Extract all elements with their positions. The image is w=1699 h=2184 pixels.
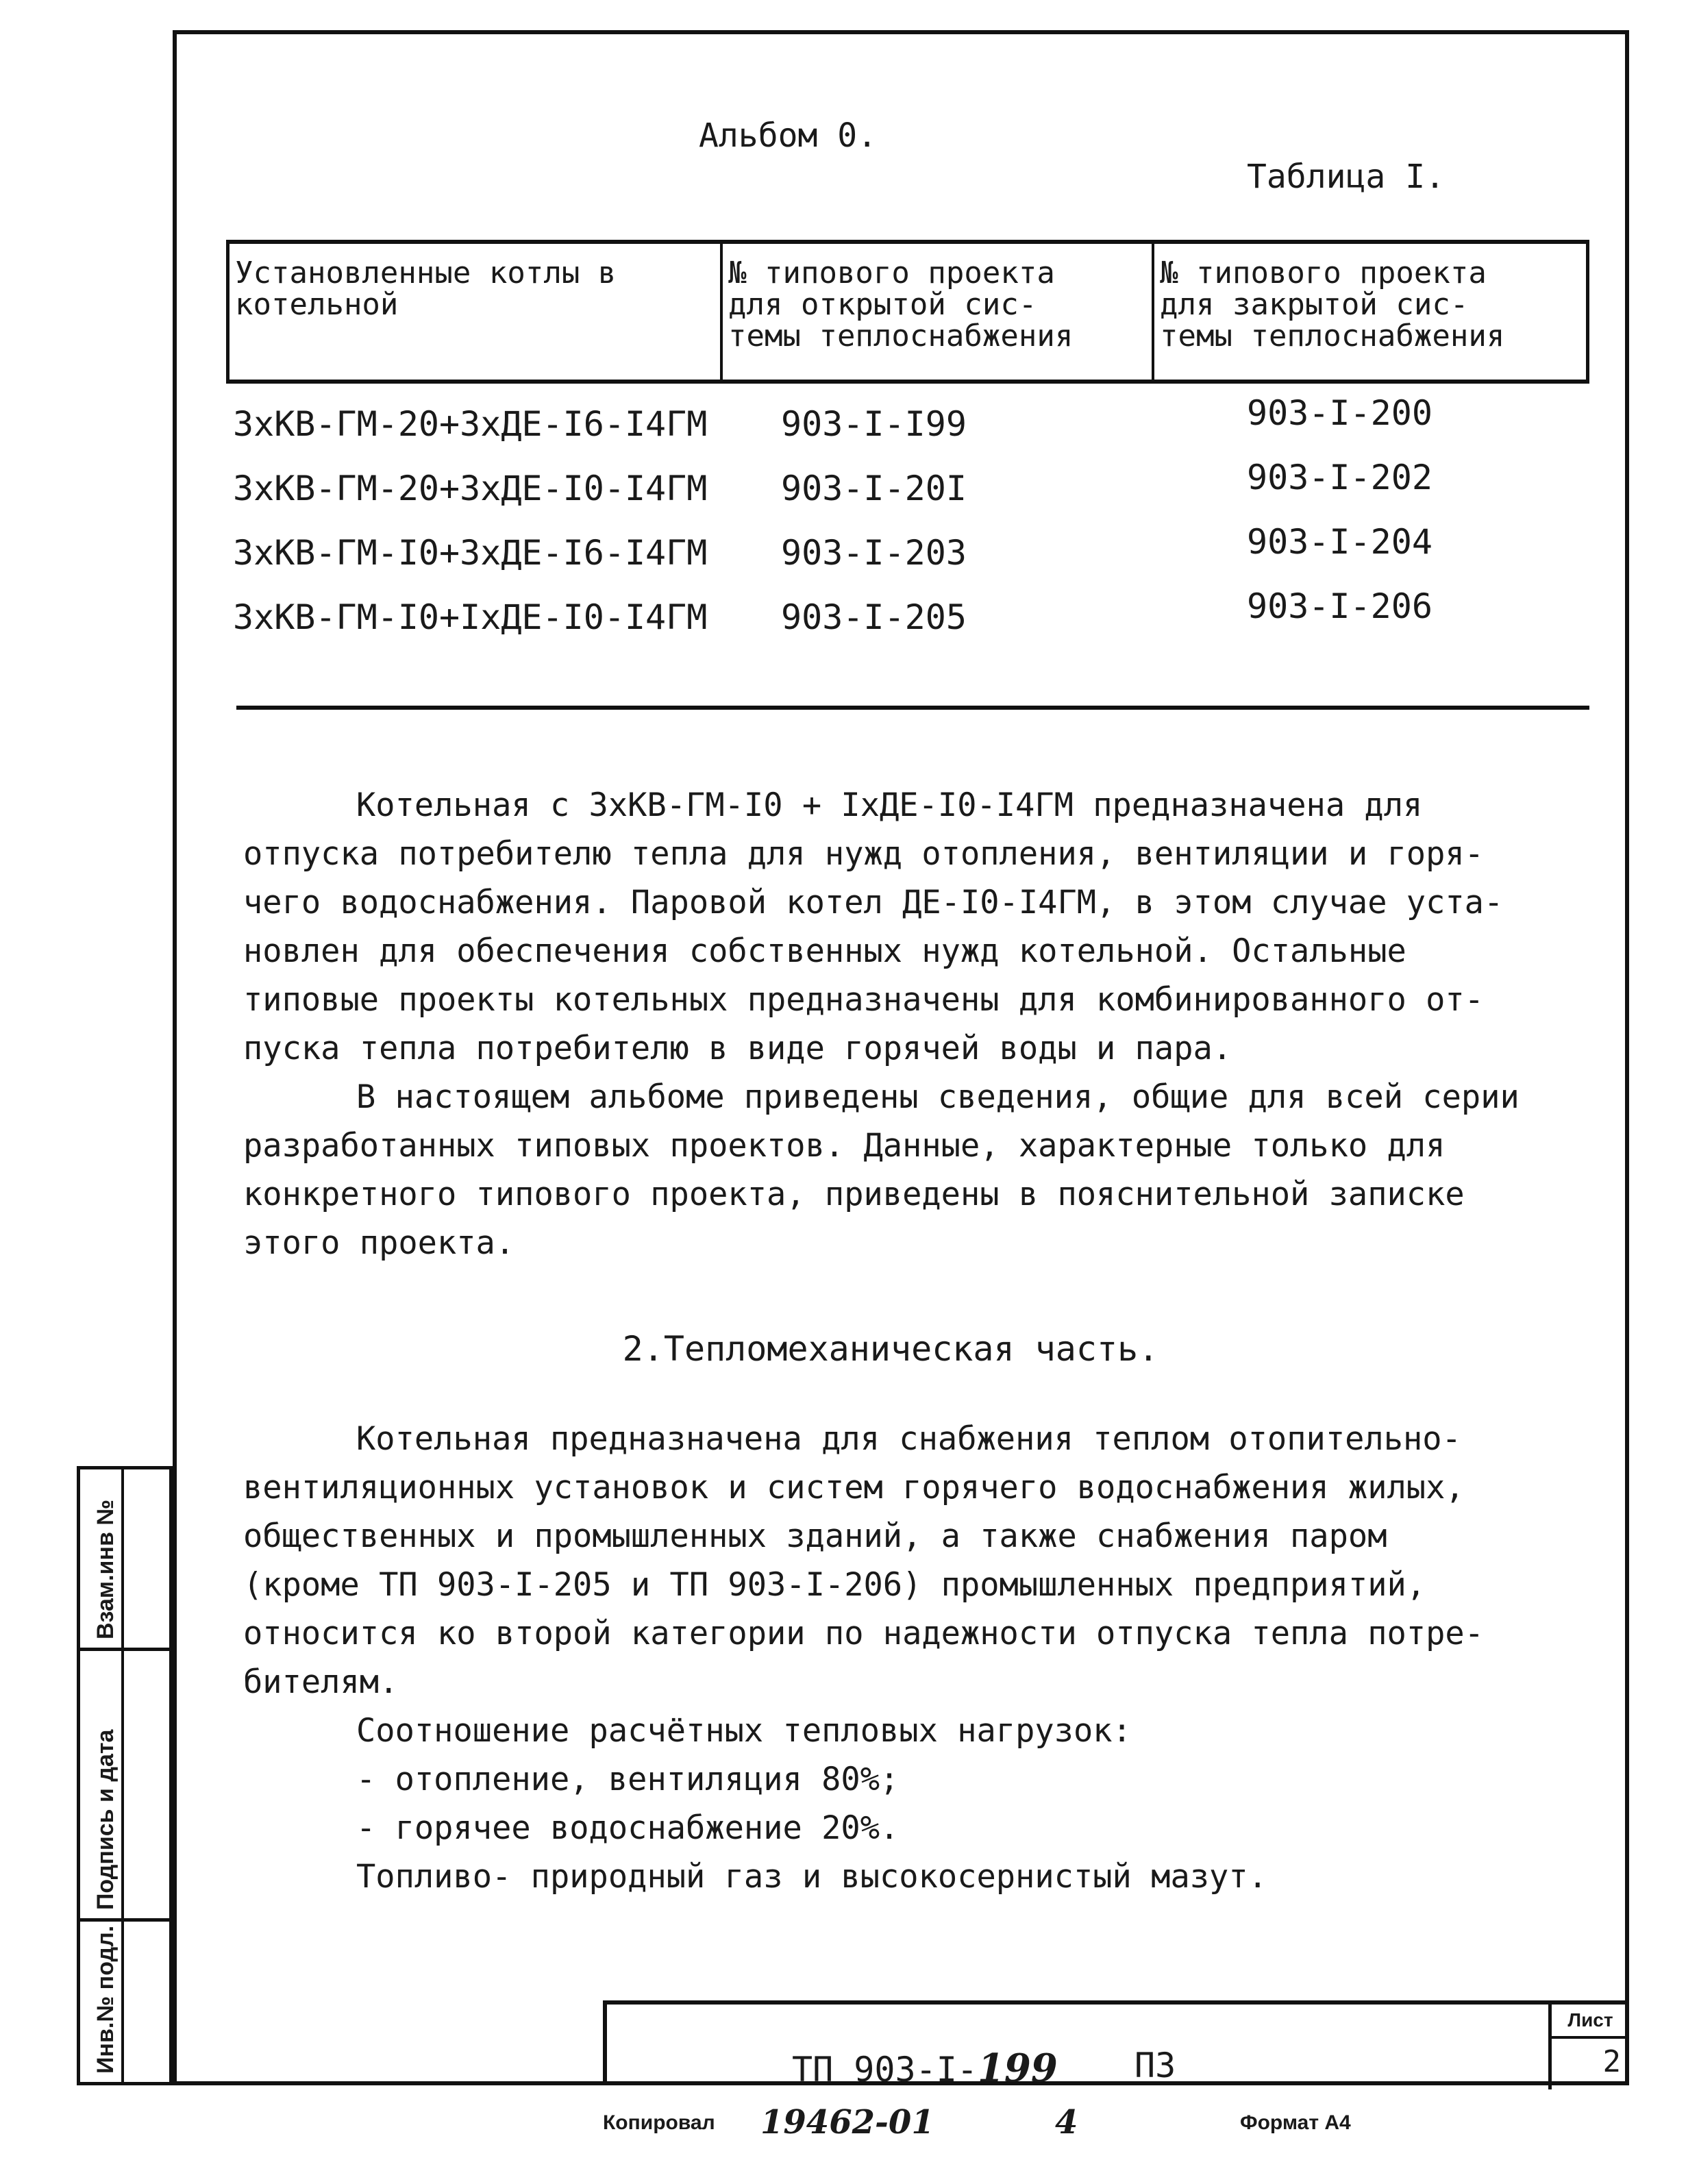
- stamp-signature-date: Подпись и дата: [77, 1648, 173, 1922]
- cell-closed: 903-I-206: [1247, 586, 1433, 626]
- header-closed-system: № типового проекта для закрытой сис- темы теплоснабжения: [1160, 256, 1505, 353]
- cell-open: 903-I-205: [781, 597, 967, 637]
- copied-label: Копировал: [603, 2111, 715, 2134]
- cell-open: 903-I-20I: [781, 469, 967, 508]
- cell-open: 903-I-I99: [781, 404, 967, 444]
- document-code: ТП 903-I-199: [792, 2046, 1058, 2091]
- table-bottom-rule: [236, 706, 1589, 710]
- table-row: [233, 393, 1589, 462]
- ratio-item: - отопление, вентиляция 80%;: [356, 1761, 900, 1798]
- title-block: [603, 2000, 1629, 2091]
- table-row: [233, 586, 1589, 655]
- header-open-system: № типового проекта для открытой сис- темы теплоснабжения: [723, 244, 1154, 380]
- table-row: [233, 458, 1589, 526]
- ratio-title: Соотношение расчётных тепловых нагрузок:: [356, 1712, 1132, 1750]
- cell-open: 903-I-203: [781, 533, 967, 573]
- cell-closed: 903-I-202: [1247, 458, 1433, 497]
- table-row: [233, 522, 1589, 591]
- fuel-line: Топливо- природный газ и высокосернистый мазут.: [356, 1858, 1267, 1896]
- cell-boilers: 3хКВ-ГМ-I0+3хДЕ-I6-I4ГМ: [233, 533, 708, 573]
- cell-closed: 903-I-200: [1247, 393, 1433, 433]
- document-type: ПЗ: [1134, 2046, 1176, 2085]
- sheet-number: 2: [1602, 2044, 1621, 2079]
- intro-text: Котельная с 3хКВ-ГМ-I0 + IхДЕ-I0-I4ГМ предназначена для отпуска потребителю тепла для нужд отопления, вентиляции и горя- чего водоснабжения. Паровой котел ДЕ-I0-I4ГМ, в этом случае уста- новлен для обеспечения собственных нужд котельной. Остальные типовые проекты котельных предназначены для комбинированного от- пуска тепла потребителю в виде горячей воды и пара. В настоящем альбоме приведены сведения, общие для всей серии разработанных типовых проектов. Данные, характерные только для конкретного типового проекта, приведены в пояснительной записке этого проекта.: [243, 786, 1520, 1262]
- sheet-box: [1548, 2005, 1629, 2089]
- stamp-original-inv: Инв.№ подл.: [77, 1918, 173, 2085]
- format-label: Формат А4: [1240, 2111, 1351, 2134]
- sheet-label: Лист: [1552, 2005, 1629, 2039]
- cell-boilers: 3хКВ-ГМ-20+3хДЕ-I6-I4ГМ: [233, 404, 708, 444]
- ratio-item: - горячее водоснабжение 20%.: [356, 1809, 900, 1847]
- footer-mark: 4: [1055, 2103, 1078, 2142]
- table-header: [226, 240, 1589, 384]
- section-heading: 2.Тепломеханическая часть.: [622, 1329, 1159, 1369]
- section-text: Котельная предназначена для снабжения теплом отопительно- вентиляционных установок и систем горячего водоснабжения жилых, общественных и промышленных зданий, а также снабжения паром (кроме ТП 903-I-205 и ТП 903-I-206) промышленных предприятий, относится ко второй категории по надежности отпуска тепла потре- бителям. Соотношение расчётных тепловых нагрузок: - отопление, вентиляция 80%; - горячее водоснабжение 20%. Топливо- природный газ и высокосернистый мазут.: [243, 1415, 1586, 1901]
- cell-boilers: 3хКВ-ГМ-I0+IхДЕ-I0-I4ГМ: [233, 597, 708, 637]
- table-body: [233, 393, 1589, 655]
- cell-boilers: 3хКВ-ГМ-20+3хДЕ-I0-I4ГМ: [233, 469, 708, 508]
- handwritten-number: 199: [977, 2046, 1058, 2091]
- header-boilers: Установленные котлы в котельной: [230, 244, 723, 380]
- copied-value: 19462-01: [760, 2103, 934, 2142]
- stamp-replacement-inv: Взам.инв №: [77, 1466, 173, 1651]
- cell-closed: 903-I-204: [1247, 522, 1433, 562]
- album-title: Альбом 0.: [699, 116, 878, 155]
- table-label: Таблица I.: [1247, 158, 1445, 196]
